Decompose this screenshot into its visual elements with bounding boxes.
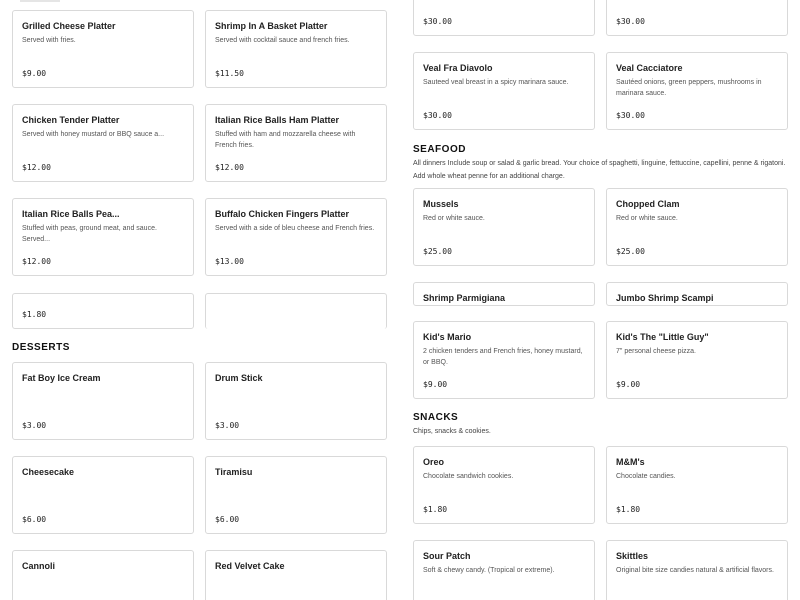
scroll-edge-line — [20, 0, 60, 2]
item-name: Mussels — [423, 199, 459, 209]
item-name: Italian Rice Balls Pea... — [22, 209, 120, 219]
item-name: Shrimp Parmigiana — [423, 293, 506, 303]
item-name: Italian Rice Balls Ham Platter — [215, 115, 340, 125]
item-desc: Soft & chewy candy. (Tropical or extreme). — [423, 567, 555, 574]
item-desc: Served with cocktail sauce and french fries. — [215, 37, 350, 44]
section-desc-snacks: Chips, snacks & cookies. — [413, 428, 491, 435]
item-price: $25.00 — [616, 247, 645, 256]
item-name: Kid's Mario — [423, 332, 472, 342]
menu-item-card[interactable] — [606, 446, 788, 524]
menu-item-card[interactable] — [205, 293, 387, 329]
item-desc: Served with honey mustard or BBQ sauce a... — [22, 131, 165, 138]
item-name: Jumbo Shrimp Scampi — [616, 293, 714, 303]
item-price: $9.00 — [423, 380, 448, 389]
item-price: $1.80 — [616, 505, 641, 514]
item-desc: Original bite size candies natural & artificial flavors. — [616, 567, 774, 574]
item-name: Cheesecake — [22, 467, 75, 477]
item-name: Veal Fra Diavolo — [423, 63, 493, 73]
item-price: $1.80 — [22, 310, 47, 319]
menu-item-card[interactable] — [205, 550, 387, 600]
item-price: $30.00 — [616, 17, 645, 26]
overlay-mask — [206, 301, 386, 329]
menu-item-card[interactable] — [606, 0, 788, 36]
item-desc: 7" personal cheese pizza. — [616, 348, 696, 355]
item-desc: Stuffed with ham and mozzarella cheese with French fries. — [215, 131, 356, 149]
item-price: $9.00 — [616, 380, 641, 389]
item-name: Chicken Tender Platter — [22, 115, 120, 125]
item-price: $3.00 — [22, 421, 47, 430]
menu-item-card[interactable] — [12, 293, 194, 329]
item-price: $1.80 — [423, 505, 448, 514]
item-price: $30.00 — [423, 111, 452, 120]
item-desc: Chocolate candies. — [616, 473, 676, 480]
menu-item-card[interactable] — [12, 362, 194, 440]
menu-item-card[interactable] — [413, 52, 595, 130]
item-name: Fat Boy Ice Cream — [22, 373, 101, 383]
item-name: M&M's — [616, 457, 645, 467]
menu-item-card[interactable] — [12, 10, 194, 88]
item-name: Grilled Cheese Platter — [22, 21, 116, 31]
item-name: Chopped Clam — [616, 199, 680, 209]
menu-item-card[interactable] — [413, 321, 595, 399]
menu-item-card[interactable] — [205, 362, 387, 440]
menu-item-card[interactable] — [606, 52, 788, 130]
menu-item-card[interactable] — [606, 188, 788, 266]
item-name: Drum Stick — [215, 373, 263, 383]
item-name: Sour Patch — [423, 551, 471, 561]
item-price: $12.00 — [22, 257, 51, 266]
item-price: $30.00 — [423, 17, 452, 26]
menu-item-card[interactable] — [606, 540, 788, 600]
item-desc: Sautéed onions, green peppers, mushrooms in marinara sauce. — [616, 79, 762, 97]
menu-item-card[interactable] — [205, 104, 387, 182]
item-name: Kid's The "Little Guy" — [616, 332, 709, 342]
menu-item-card[interactable] — [606, 321, 788, 399]
item-desc: Chocolate sandwich cookies. — [423, 473, 514, 480]
menu-item-card[interactable] — [606, 282, 788, 306]
item-price: $30.00 — [616, 111, 645, 120]
menu-item-card[interactable] — [205, 456, 387, 534]
item-price: $3.00 — [215, 421, 240, 430]
item-name: Oreo — [423, 457, 445, 467]
menu-item-card[interactable] — [413, 282, 595, 306]
menu-item-card[interactable] — [12, 104, 194, 182]
section-title-snacks: SNACKS — [413, 412, 459, 423]
item-desc: Sauteed veal breast in a spicy marinara sauce. — [423, 79, 569, 86]
item-price: $12.00 — [215, 163, 244, 172]
item-desc: Red or white sauce. — [423, 215, 485, 222]
item-price: $13.00 — [215, 257, 244, 266]
item-desc: Stuffed with peas, ground meat, and sauce. Served... — [22, 225, 157, 243]
menu-item-card[interactable] — [205, 198, 387, 276]
menu-item-card[interactable] — [12, 456, 194, 534]
item-price: $25.00 — [423, 247, 452, 256]
menu-item-card[interactable] — [413, 0, 595, 36]
item-desc: Red or white sauce. — [616, 215, 678, 222]
item-name: Red Velvet Cake — [215, 561, 285, 571]
menu-item-card[interactable] — [12, 550, 194, 600]
item-name: Tiramisu — [215, 467, 253, 477]
item-name: Cannoli — [22, 561, 55, 571]
section-title-desserts: DESSERTS — [12, 342, 70, 353]
menu-item-card[interactable] — [12, 198, 194, 276]
section-title-seafood: SEAFOOD — [413, 144, 466, 155]
item-desc: Served with fries. — [22, 37, 76, 44]
menu-item-card[interactable] — [413, 188, 595, 266]
item-name: Shrimp In A Basket Platter — [215, 21, 328, 31]
item-desc: 2 chicken tenders and French fries, honey mustard, or BBQ. — [423, 348, 583, 366]
menu-item-card[interactable] — [205, 10, 387, 88]
item-name: Veal Cacciatore — [616, 63, 683, 73]
menu-item-card[interactable] — [413, 446, 595, 524]
item-price: $11.50 — [215, 69, 244, 78]
item-price: $6.00 — [215, 515, 240, 524]
item-price: $9.00 — [22, 69, 47, 78]
section-desc-seafood: All dinners Include soup or salad & garlic bread. Your choice of spaghetti, linguine, fettuccine, capellini, penne & rigatoni. Add whole wheat penne for an additional charge. — [413, 160, 786, 180]
item-name: Buffalo Chicken Fingers Platter — [215, 209, 350, 219]
item-price: $6.00 — [22, 515, 47, 524]
item-price: $12.00 — [22, 163, 51, 172]
item-name: Skittles — [616, 551, 649, 561]
item-desc: Served with a side of bleu cheese and French fries. — [215, 225, 375, 232]
menu-item-card[interactable] — [413, 540, 595, 600]
